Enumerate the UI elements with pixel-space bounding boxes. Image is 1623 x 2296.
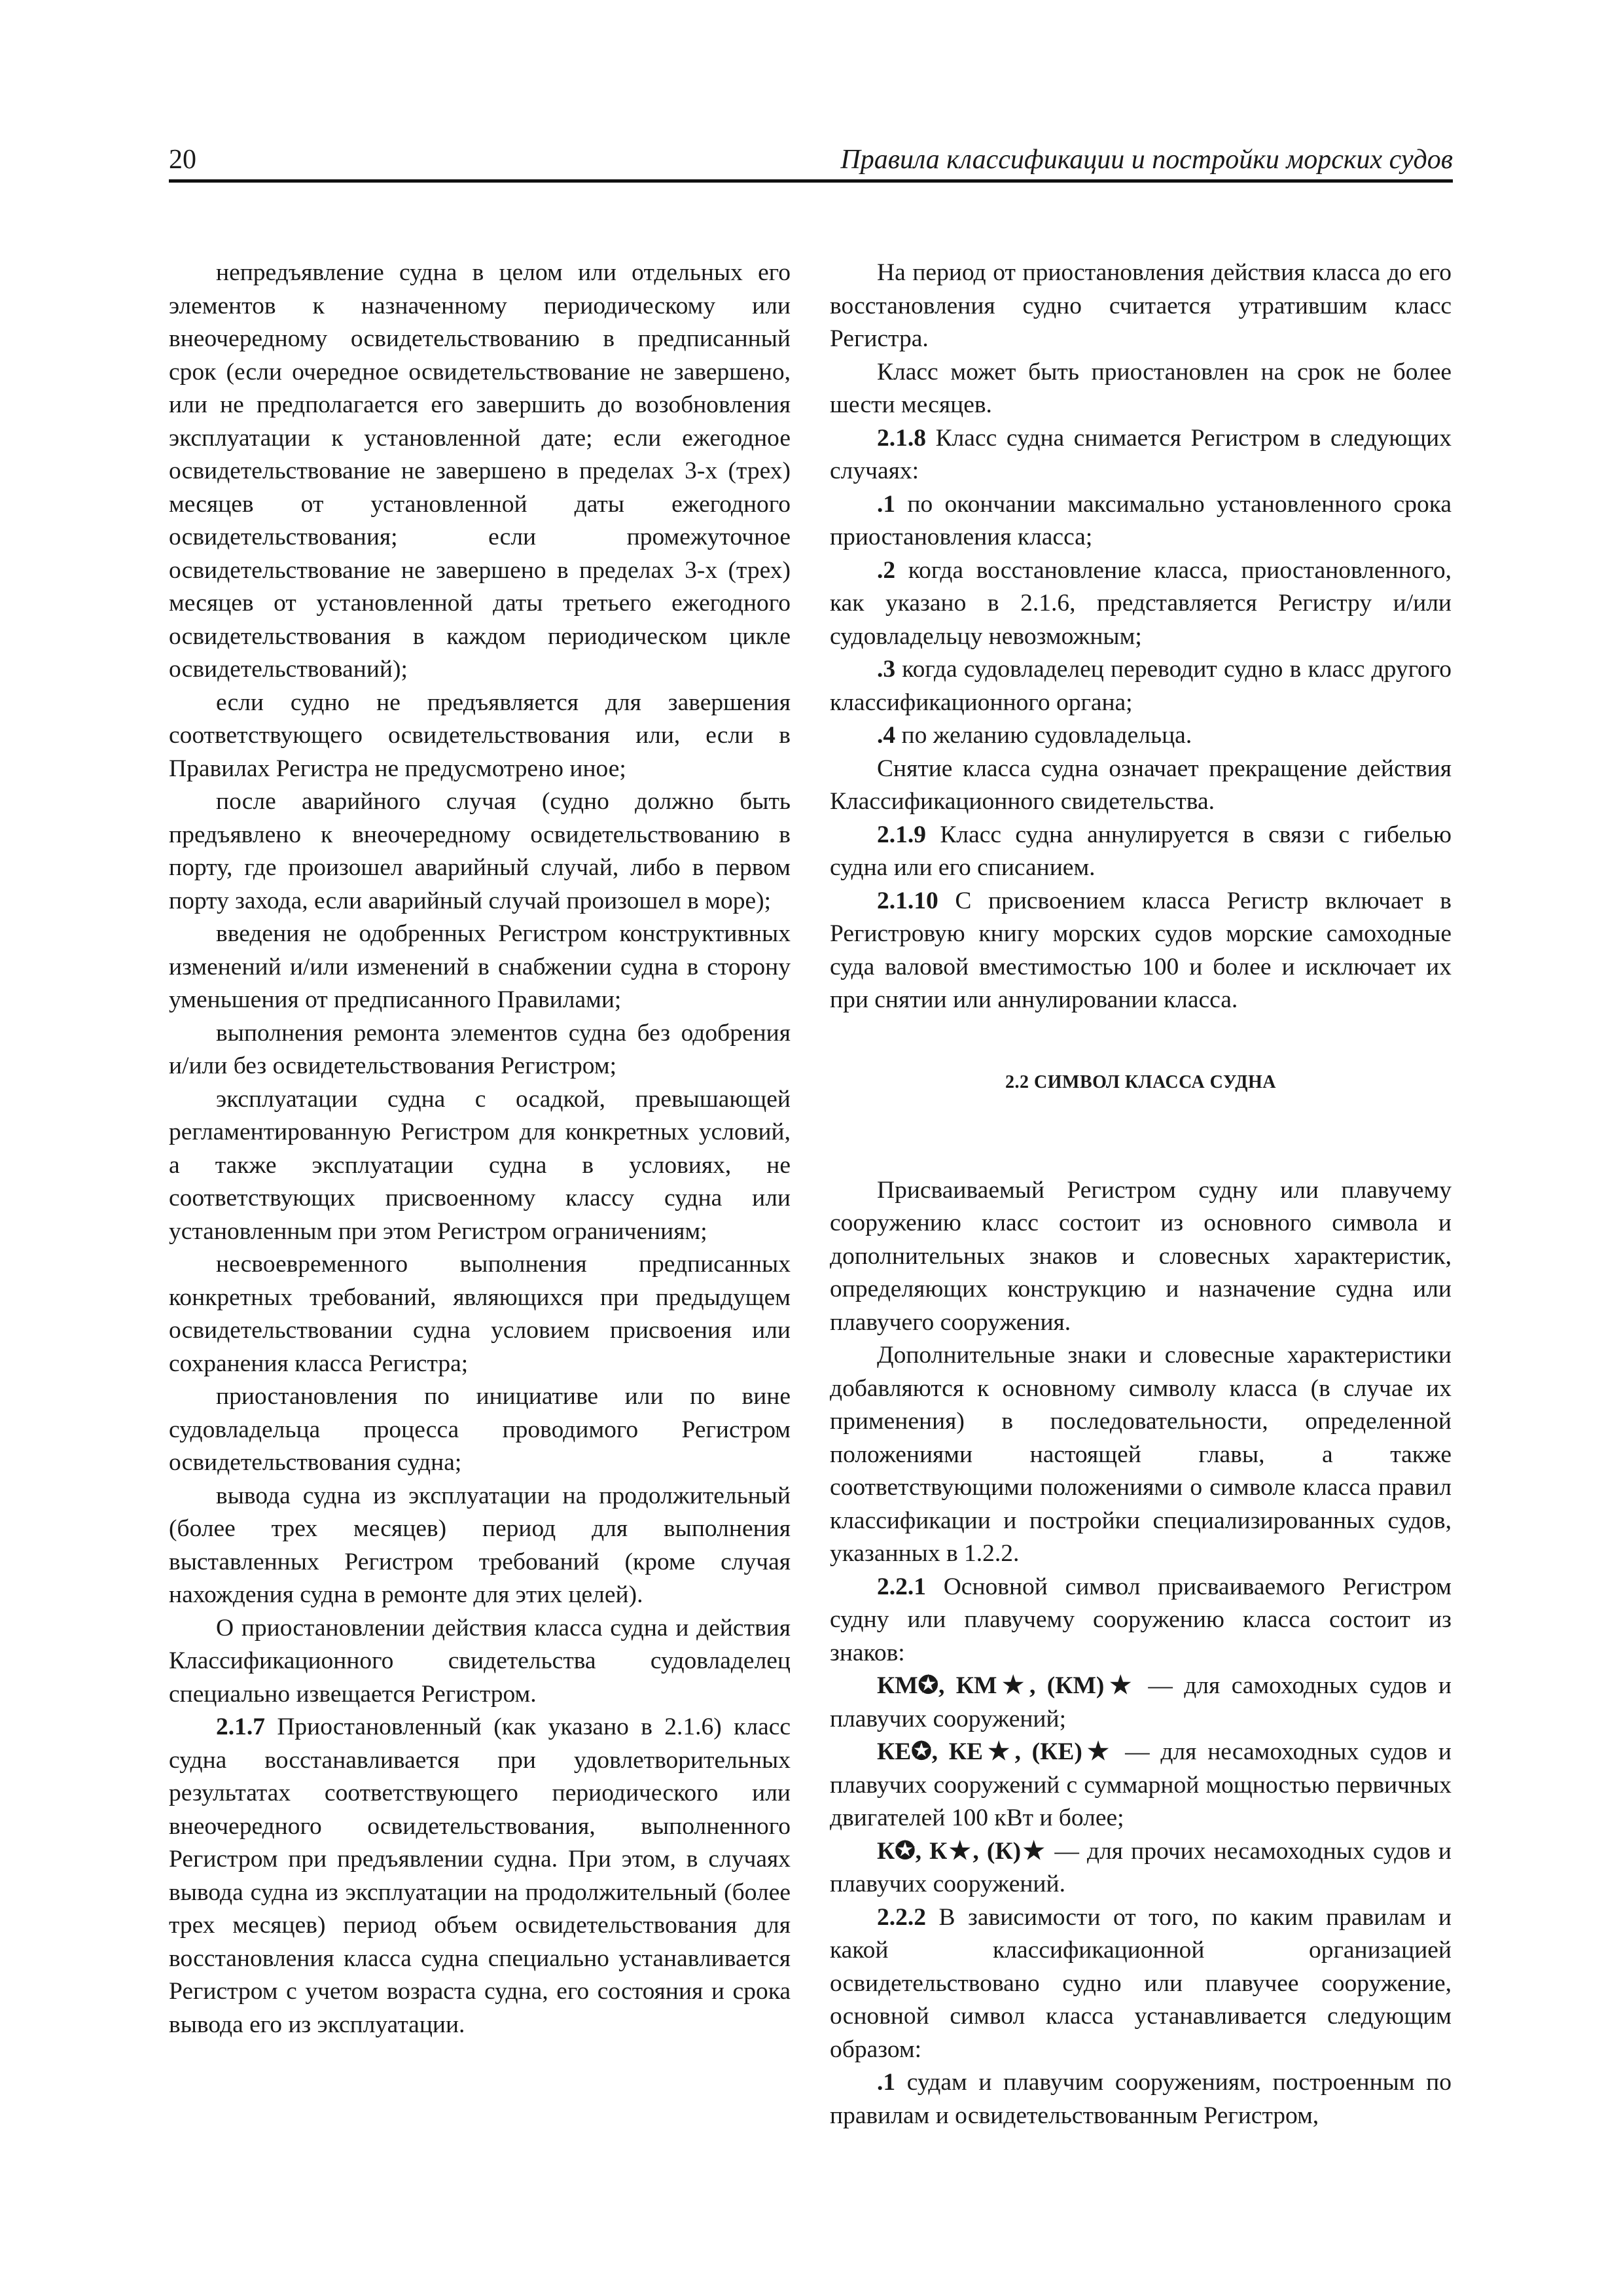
class-symbols: КМ✪, КМ★, (КМ)★: [877, 1672, 1137, 1699]
item-text: когда восстановление класса, приостановленного, как указано в 2.1.6, представляется Регистру и/или судовладельцу невозможным;: [830, 556, 1452, 650]
left-column: [169, 257, 791, 2041]
paragraph: выполнения ремонта элементов судна без одобрения и/или без освидетельствования Регистром;: [169, 1019, 791, 1079]
clause-text: Класс судна аннулируется в связи с гибелью судна или его списанием.: [830, 821, 1452, 881]
list-item: [830, 653, 1452, 719]
clause-number: 2.1.10: [877, 887, 938, 914]
paragraph: Присваиваемый Регистром судну или плавучему сооружению класс состоит из основного символа и дополнительных знаков и словесных характеристик, определяющих конструкцию и назначение судна или плавучего сооружения.: [830, 1176, 1452, 1336]
clause-number: 2.2.2: [877, 1903, 926, 1931]
paragraph: Класс может быть приостановлен на срок не более шести месяцев.: [830, 358, 1452, 418]
paragraph-2-2-1: [830, 1571, 1452, 1670]
list-item: [830, 2066, 1452, 2132]
paragraph-2-1-7: [169, 1711, 791, 2041]
class-symbol-line: [830, 1835, 1452, 1901]
item-number: .2: [877, 556, 896, 584]
clause-text: Класс судна снимается Регистром в следующих случаях:: [830, 424, 1452, 484]
item-number: .1: [877, 490, 896, 518]
list-item: [830, 488, 1452, 554]
paragraph-2-1-10: [830, 885, 1452, 1017]
class-symbol-line: [830, 1670, 1452, 1736]
paragraph: приостановления по инициативе или по вине судовладельца процесса проводимого Регистром освидетельствования судна;: [169, 1383, 791, 1476]
item-number: .1: [877, 2069, 896, 2096]
paragraph-2-1-9: [830, 819, 1452, 885]
class-symbols: К✪, К★, (К)★: [877, 1837, 1047, 1865]
symbol-description: — для прочих несамоходных судов и плавучих сооружений.: [830, 1837, 1452, 1897]
section-heading: 2.2 СИМВОЛ КЛАССА СУДНА: [1005, 1071, 1276, 1092]
paragraph: На период от приостановления действия класса до его восстановления судно считается утратившим класс Регистра.: [830, 259, 1452, 352]
clause-text: В зависимости от того, по каким правилам и какой классификационной организацией освидетельствовано судно или плавучее сооружение, основной символ класса устанавливается следующим образом:: [830, 1903, 1452, 2063]
paragraph: непредъявление судна в целом или отдельных его элементов к назначенному периодическому или внеочередному освидетельствованию в предписанный срок (если очередное освидетельствование не завершено, или не предполагается его завершить до возобновления эксплуатации к установленной дате; если ежегодное освидетельствование не завершено в пределах 3-х (трех) месяцев от установленной даты ежегодного освидетельствования; если промежуточное освидетельствование не завершено в пределах 3-х (трех) месяцев от установленной даты третьего ежегодного освидетельствования в каждом периодическом цикле освидетельствований);: [169, 259, 791, 683]
item-text: по желанию судовладельца.: [895, 722, 1192, 749]
paragraph: введения не одобренных Регистром конструктивных изменений и/или изменений в снабжении судна в сторону уменьшения от предписанного Правилами;: [169, 920, 791, 1013]
clause-text: С присвоением класса Регистр включает в Регистровую книгу морских судов морские самоходные суда валовой вместимостью 100 и более и исключает их при снятии или аннулировании класса.: [830, 887, 1452, 1013]
running-title: Правила классификации и постройки морских судов: [840, 145, 1453, 175]
item-number: .4: [877, 722, 896, 749]
paragraph: если судно не предъявляется для завершения соответствующего освидетельствования или, если в Правилах Регистра не предусмотрено иное;: [169, 689, 791, 782]
item-text: судам и плавучим сооружениям, построенным по правилам и освидетельствованным Регистром,: [830, 2069, 1452, 2129]
paragraph: эксплуатации судна с осадкой, превышающей регламентированную Регистром для конкретных условий, а также эксплуатации судна в условиях, не соответствующих присвоенному классу судна или установленным при этом Регистром ограничениям;: [169, 1085, 791, 1245]
paragraph-2-2-2: [830, 1901, 1452, 2067]
list-item: [830, 719, 1452, 753]
list-item: [830, 554, 1452, 654]
right-column: [830, 257, 1452, 2132]
clause-number: 2.1.7: [216, 1713, 265, 1740]
page-number: 20: [169, 145, 196, 175]
clause-number: 2.1.8: [877, 424, 926, 452]
item-number: .3: [877, 656, 896, 683]
class-symbols: КЕ✪, КЕ★, (КЕ)★: [877, 1738, 1115, 1765]
page-header: [169, 140, 1453, 183]
item-text: когда судовладелец переводит судно в класс другого классификационного органа;: [830, 656, 1452, 716]
paragraph: Дополнительные знаки и словесные характеристики добавляются к основному символу класса (в случае их применения) в последовательности, определенной положениями настоящей главы, а также соответствующими положениями о символе класса правил классификации и постройки специализированных судов, указанных в 1.2.2.: [830, 1342, 1452, 1567]
paragraph: после аварийного случая (судно должно быть предъявлено к внеочередному освидетельствованию в порту, где произошел аварийный случай, либо в первом порту захода, если аварийный случай произошел в море);: [169, 788, 791, 914]
paragraph: несвоевременного выполнения предписанных конкретных требований, являющихся при предыдущем освидетельствовании судна условием присвоения или сохранения класса Регистра;: [169, 1251, 791, 1377]
symbol-description: — для самоходных судов и плавучих сооружений;: [830, 1672, 1452, 1732]
clause-number: 2.1.9: [877, 821, 926, 848]
clause-text: Основной символ присваиваемого Регистром судну или плавучему сооружению класса состоит из знаков:: [830, 1573, 1452, 1666]
clause-text: Приостановленный (как указано в 2.1.6) класс судна восстанавливается при удовлетворительных результатах соответствующего периодического или внеочередного освидетельствования, выполненного Регистром при предъявлении судна. При этом, в случаях вывода судна из эксплуатации на продолжительный (более трех месяцев) период объем освидетельствования для восстановления класса судна специально устанавливается Регистром с учетом возраста судна, его состояния и срока вывода его из эксплуатации.: [169, 1713, 791, 2038]
paragraph: Снятие класса судна означает прекращение действия Классификационного свидетельства.: [830, 755, 1452, 815]
clause-number: 2.2.1: [877, 1573, 926, 1600]
paragraph-2-1-8: [830, 422, 1452, 488]
item-text: по окончании максимально установленного срока приостановления класса;: [830, 490, 1452, 550]
paragraph: вывода судна из эксплуатации на продолжительный (более трех месяцев) период для выполнения выставленных Регистром требований (кроме случая нахождения судна в ремонте для этих целей).: [169, 1482, 791, 1608]
symbol-description: — для несамоходных судов и плавучих сооружений с суммарной мощностью первичных двигателей 100 кВт и более;: [830, 1738, 1452, 1831]
paragraph: О приостановлении действия класса судна и действия Классификационного свидетельства судовладелец специально извещается Регистром.: [169, 1614, 791, 1708]
class-symbol-line: [830, 1736, 1452, 1835]
